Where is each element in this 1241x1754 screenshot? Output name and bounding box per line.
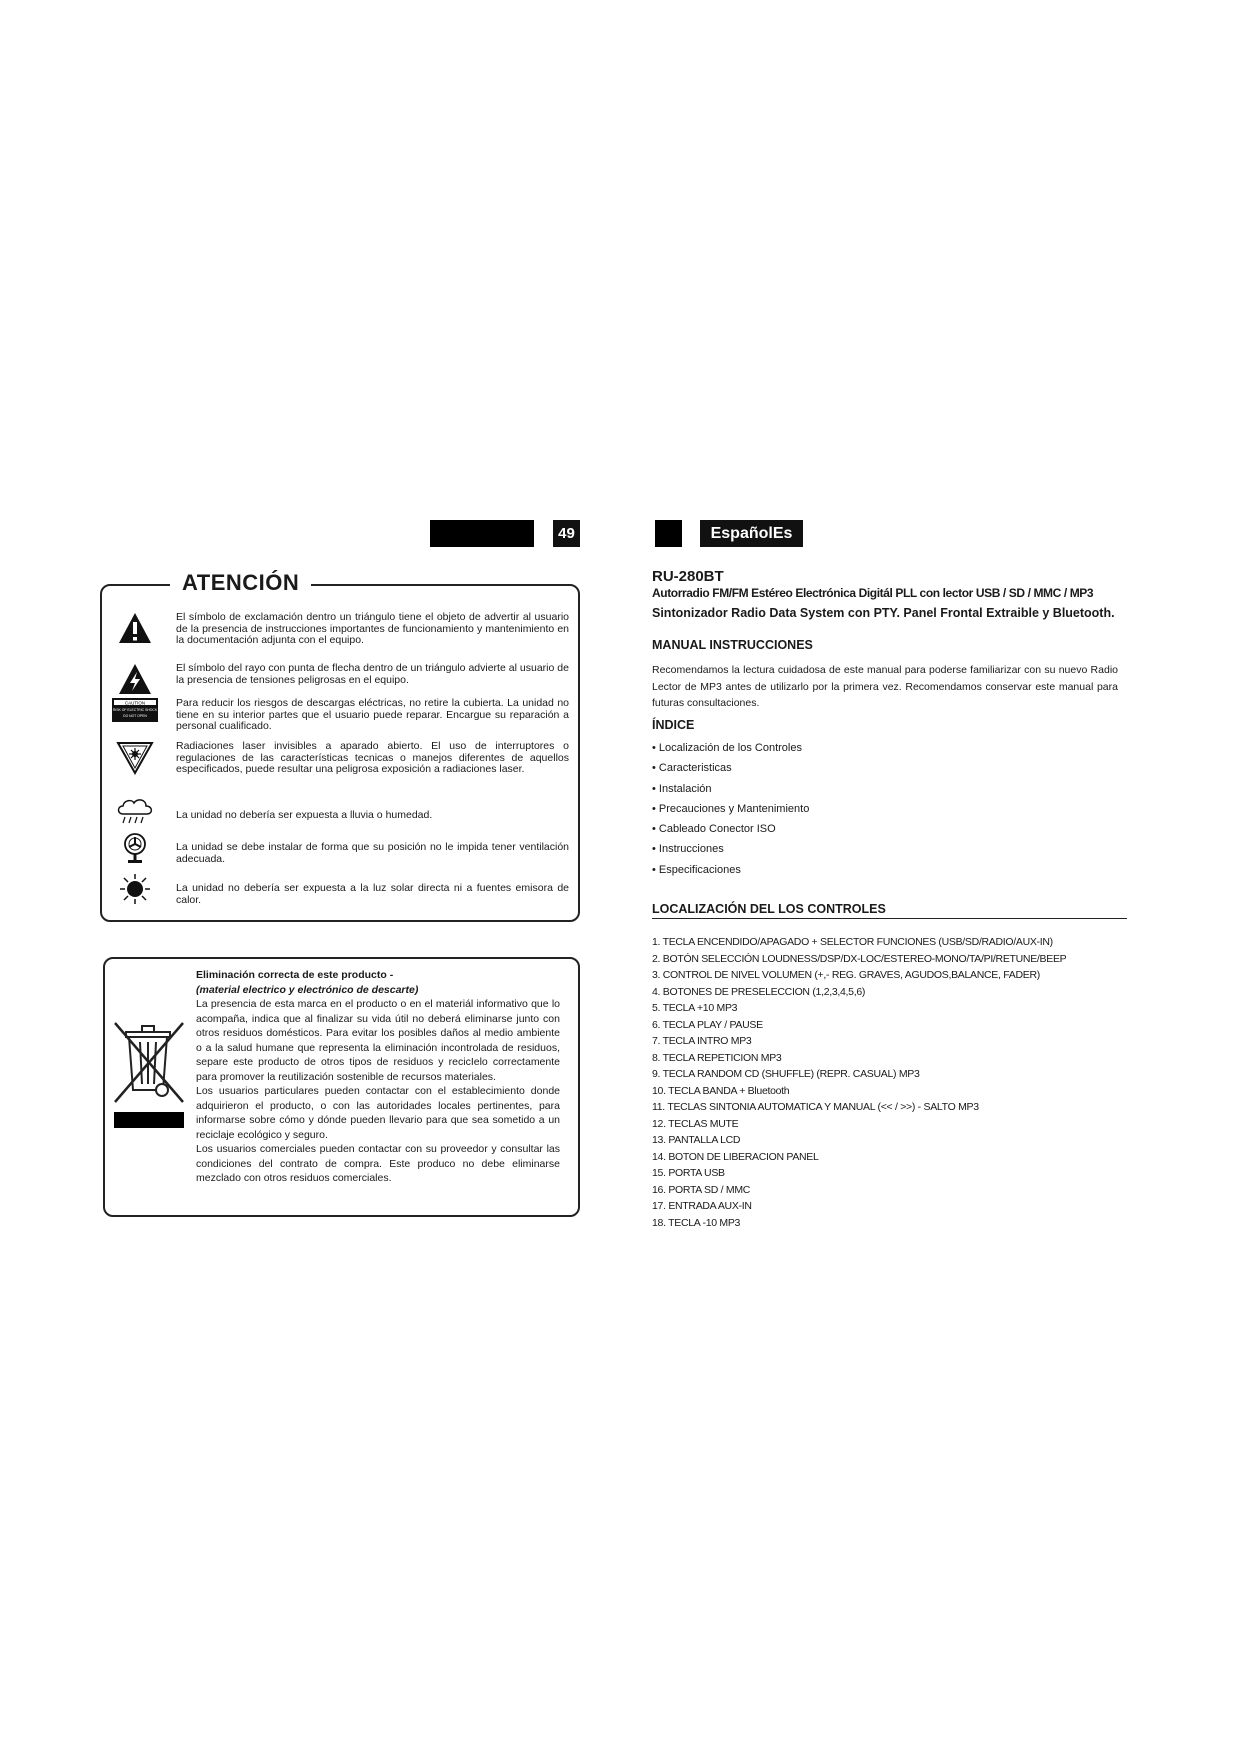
model-name: RU-280BT (652, 568, 724, 585)
attention-item-ventilation (110, 832, 570, 865)
caution-label-line2: RISK OF ELECTRIC SHOCK (112, 708, 158, 712)
control-item: 6. TECLA PLAY / PAUSE (652, 1018, 763, 1031)
control-item: 13. PANTALLA LCD (652, 1134, 741, 1146)
manual-heading: MANUAL INSTRUCCIONES (652, 638, 813, 652)
control-item: 14. BOTON DE LIBERACION PANEL (652, 1150, 819, 1163)
attention-item-rain (110, 796, 570, 826)
control-item: 10. TECLA BANDA + Bluetooth (652, 1084, 790, 1097)
exclamation-triangle-icon (110, 612, 160, 644)
index-item: • Localización de los Controles (652, 742, 802, 754)
header-black-square (655, 520, 682, 547)
rain-cloud-icon (110, 796, 160, 826)
control-item: 17. ENTRADA AUX-IN (652, 1200, 752, 1212)
disposal-title: Eliminación correcta de este producto - (196, 969, 394, 981)
attention-text: La unidad no debería ser expuesta a la luz solar directa ni a fuentes emisora de calor. (176, 882, 569, 906)
caution-label-line3: DO NOT OPEN (123, 714, 147, 718)
attention-item-laser (110, 741, 570, 776)
control-item: 9. TECLA RANDOM CD (SHUFFLE) (REPR. CASUAL) MP3 (652, 1068, 920, 1080)
index-item: • Instrucciones (652, 843, 724, 856)
index-list (652, 738, 809, 880)
index-item: • Precauciones y Mantenimiento (652, 802, 810, 815)
attention-item-sunlight (110, 874, 570, 906)
control-item: 5. TECLA +10 MP3 (652, 1002, 738, 1014)
index-item: • Instalación (652, 782, 712, 795)
index-item: • Caracteristicas (652, 762, 732, 775)
index-item: • Especificaciones (652, 863, 741, 876)
control-item: 11. TECLAS SINTONIA AUTOMATICA Y MANUAL (<< / >>) - SALTO MP3 (652, 1101, 979, 1113)
control-item: 2. BOTÓN SELECCIÓN LOUDNESS/DSP/DX-LOC/ESTEREO-MONO/TA/PI/RETUNE/BEEP (652, 952, 1067, 965)
lightning-triangle-icon (110, 663, 160, 695)
control-item: 4. BOTONES DE PRESELECCION (1,2,3,4,5,6) (652, 985, 866, 998)
crossed-bin-icon (112, 1020, 186, 1130)
disposal-paragraph: Los usuarios comerciales pueden contactar con su proveedor y consultar las condiciones del contrato de compra. Este produco no debe eliminarse mezclado con otros residuos comerciales. (196, 1143, 560, 1184)
control-item: 7. TECLA INTRO MP3 (652, 1035, 752, 1047)
control-item: 3. CONTROL DE NIVEL VOLUMEN (+,- REG. GRAVES, AGUDOS,BALANCE, FADER) (652, 969, 1040, 981)
attention-item-lightning (110, 663, 570, 695)
attention-text: La unidad no debería ser expuesta a lluvia o humedad. (176, 809, 433, 821)
page-number: 49 (553, 520, 580, 547)
manual-intro: Recomendamos la lectura cuidadosa de este manual para poderse familiarizar con su nuevo Radio Lector de MP3 antes de utilizarlo por la primera vez. Recomendamos conservar este manual para futuras consultaciones. (652, 664, 1118, 709)
disposal-text (196, 968, 560, 1186)
controls-list (652, 934, 1066, 1231)
index-item: • Cableado Conector ISO (652, 823, 776, 836)
attention-text: Para reducir los riesgos de descargas eléctricas, no retire la cubierta. La unidad no tiene en su interior partes que el usuario puede reparar. Encargue su reparación a personal cualificado. (176, 697, 569, 732)
control-item: 12. TECLAS MUTE (652, 1117, 739, 1130)
product-subtitle-line2: Sintonizador Radio Data System con PTY. Panel Frontal Extraible y Bluetooth. (652, 606, 1115, 620)
product-subtitle-line1: Autorradio FM/FM Estéreo Electrónica Digitál PLL con lector USB / SD / MMC / MP3 (652, 586, 1094, 600)
attention-text: El símbolo del rayo con punta de flecha dentro de un triángulo advierte al usuario de la presencia de tensiones peligrosas en el equipo. (176, 662, 569, 686)
controls-heading: LOCALIZACIÓN DEL LOS CONTROLES (652, 902, 886, 916)
attention-text: El símbolo de exclamación dentro un triángulo tiene el objeto de advertir al usuario de la presencia de instrucciones importantes de funcionamiento y mantenimiento en la documentación adjunta con el equipo. (176, 611, 569, 646)
attention-item-exclamation (110, 612, 570, 647)
attention-text: La unidad se debe instalar de forma que su posición no le impida tener ventilación adecuada. (176, 841, 569, 865)
disposal-paragraph: Los usuarios particulares pueden contactar con el establecimiento donde adquirieron el producto, o con las autoridades locales pertinentes, para informarse sobre cómo y dónde pueden llevario para que sea sometido a un reciclaje ecológico y seguro. (196, 1085, 560, 1141)
control-item: 8. TECLA REPETICION MP3 (652, 1051, 782, 1064)
control-item: 16. PORTA SD / MMC (652, 1183, 751, 1196)
controls-divider (652, 918, 1127, 919)
control-item: 18. TECLA -10 MP3 (652, 1216, 741, 1229)
language-label: EspañolEs (700, 520, 803, 547)
attention-title: ATENCIÓN (170, 570, 311, 596)
disposal-paragraph: La presencia de esta marca en el producto o en el materiál informativo que lo acompaña, indica que al finalizar su vida útil no deberá eliminarse junto con otros residuos domésticos. Para evitar los posibles daños al medio ambiente o a la salud humane que representa la eliminación incontrolada de residuos, separe este producto de otros tipos de residuos y recicIelo correctamente para promover la reutilización sostenible de recursos materiales. (196, 998, 560, 1083)
caution-label-icon (110, 698, 160, 722)
attention-item-caution (110, 698, 570, 733)
sun-icon (110, 874, 160, 904)
index-heading: ÍNDICE (652, 718, 695, 732)
caution-label-line1: CAUTION (124, 700, 146, 706)
control-item: 1. TECLA ENCENDIDO/APAGADO + SELECTOR FUNCIONES (USB/SD/RADIO/AUX-IN) (652, 936, 1053, 948)
fan-icon (110, 832, 160, 864)
control-item: 15. PORTA USB (652, 1167, 725, 1179)
laser-warning-icon (110, 741, 160, 775)
disposal-subtitle: (material electrico y electrónico de descarte) (196, 983, 419, 996)
attention-text: Radiaciones laser invisibles a aparado abierto. El uso de interruptores o regulaciones de las características tecnicas o manejos diferentes de aquellos especificados, puede resultar una peligrosa exposición a radiaciones laser. (176, 740, 569, 775)
header-black-bar-left (430, 520, 534, 547)
